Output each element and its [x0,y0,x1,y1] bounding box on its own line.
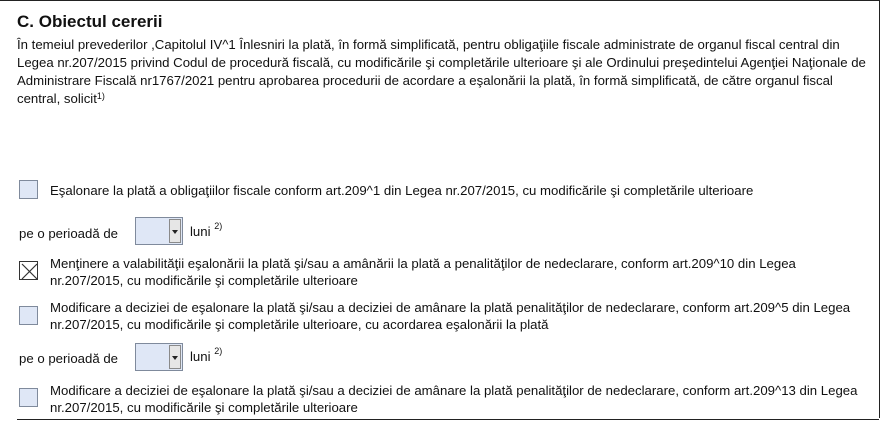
option-modificare-amanare-checkbox[interactable] [19,388,38,407]
chevron-down-icon [172,230,178,234]
chevron-down-icon [172,356,178,360]
option-modificare-esalonare-label: Modificare a deciziei de eşalonare la plată şi/sau a deciziei de amânare la plată penalităţilor de nedeclarare, conform art.209^5 din Legea nr.207/2015, cu modificările şi completările ulterioare, cu acordarea eşalonării la plată [50,300,851,332]
option-mentinere-checkbox[interactable] [19,261,38,280]
option-esalonare-checkbox[interactable] [19,180,38,199]
bottom-border [17,419,879,420]
period-1-suffix [190,221,223,239]
period-2-prefix: pe o perioadă de [19,351,118,366]
option-modificare-esalonare-checkbox[interactable] [19,306,38,325]
period-1-unit: luni [190,224,211,239]
period-1-footnote: 2) [214,221,223,231]
section-title: C. Obiectul cererii [17,12,163,31]
period-2-footnote: 2) [214,346,223,356]
intro-footnote: 1) [96,91,105,101]
option-esalonare-label: Eşalonare la plată a obligaţiilor fiscale conform art.209^1 din Legea nr.207/2015, cu modificările şi completările ulterioare [50,183,754,198]
intro-paragraph [17,36,872,108]
period-2-dropdown-button[interactable] [169,345,181,369]
period-2-suffix [190,346,223,364]
period-1-prefix: pe o perioadă de [19,226,118,241]
option-mentinere-label: Menţinere a valabilităţii eşalonării la plată şi/sau a amânării la plată a penalităţilor de nedeclarare, conform art.209^10 din Legea nr.207/2015, cu modificările şi completările ulterioare [50,256,796,288]
top-border [0,0,880,1]
option-modificare-amanare-label: Modificare a deciziei de eşalonare la plată şi/sau a deciziei de amânare la plată penalităţilor de nedeclarare, conform art.209^13 din Legea nr.207/2015, cu modificările şi completările ulterioare [50,383,858,415]
period-1-dropdown-button[interactable] [169,219,181,243]
period-2-unit: luni [190,349,211,364]
period-2-dropdown[interactable] [135,343,183,371]
intro-text: În temeiul prevederilor ,Capitolul IV^1 Înlesniri la plată, în formă simplificată, pentru obligaţiile fiscale administrate de organul fiscal central din Legea nr.207/2015 privind Codul de procedură fiscală, cu modificările şi completările ulterioare şi ale Ordinului preşedintelui Agenţiei Naţionale de Administrare Fiscală nr1767/2021 pentru aprobarea procedurii de acordare a eşalonării la plată, în formă simplificată, de către organul fiscal central, solicit [17,37,866,106]
period-1-dropdown[interactable] [135,217,183,245]
right-border [879,0,880,418]
cross-mark-icon [20,262,39,281]
